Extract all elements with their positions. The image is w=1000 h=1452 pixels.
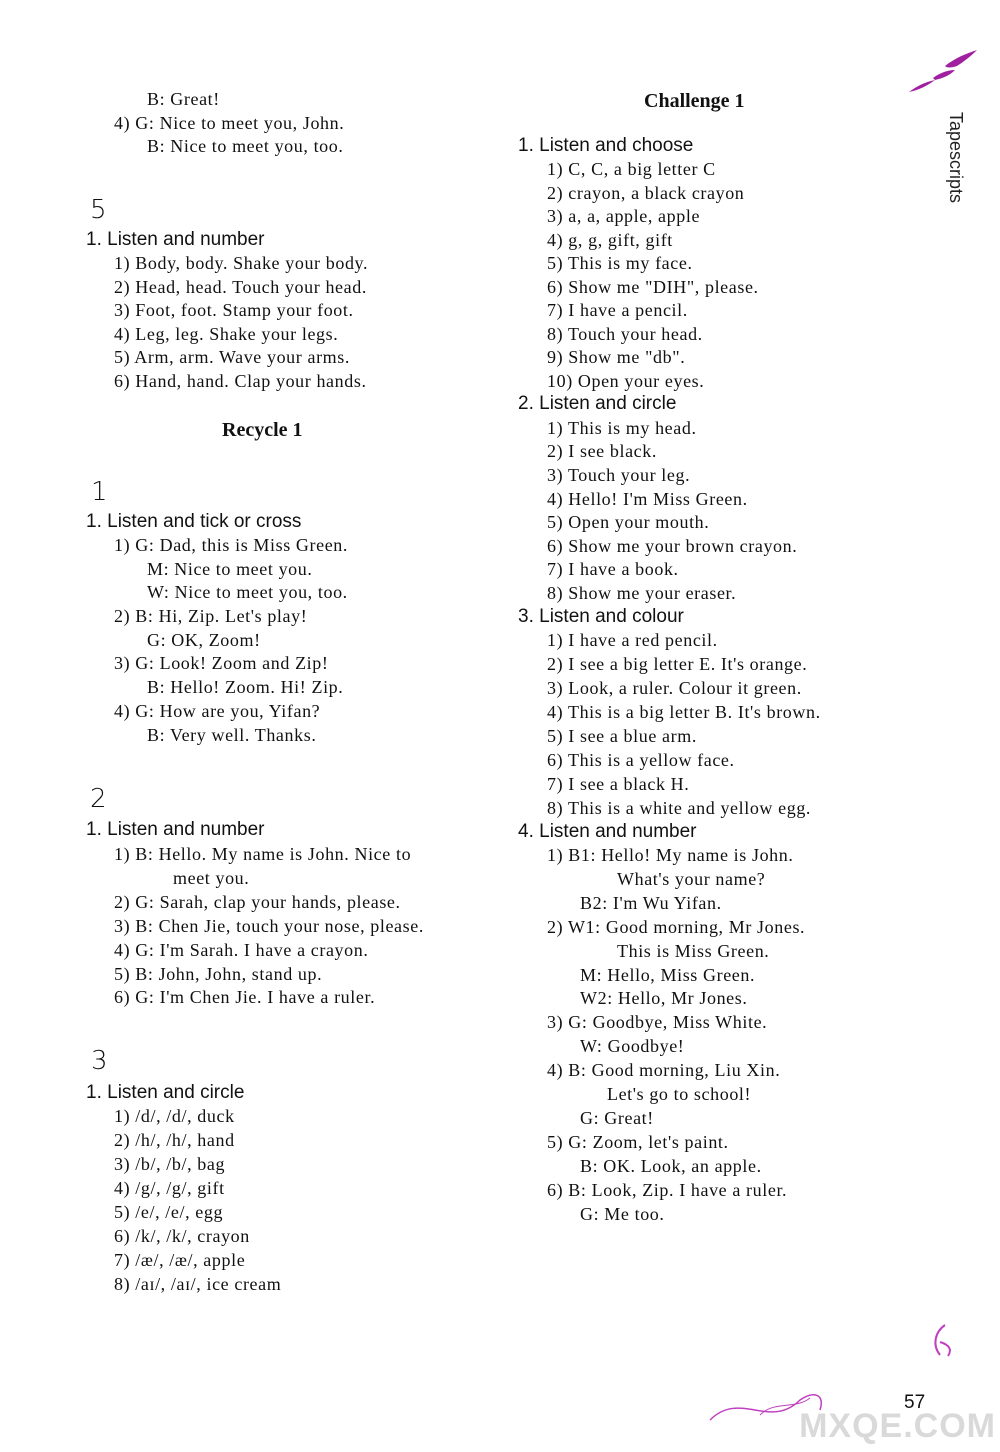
script-line: B2: I'm Wu Yifan. (580, 893, 722, 913)
script-line: 5) Arm, arm. Wave your arms. (114, 347, 350, 367)
script-line: 1) I have a red pencil. (547, 630, 718, 650)
script-line: 3) Foot, foot. Stamp your foot. (114, 300, 354, 320)
unit-number: 1 (91, 477, 108, 507)
exercise-heading: 1. Listen and tick or cross (86, 511, 302, 532)
script-line: B: Hello! Zoom. Hi! Zip. (147, 677, 344, 697)
unit-number: 5 (90, 195, 107, 225)
script-line: 6) G: I'm Chen Jie. I have a ruler. (114, 987, 376, 1007)
script-line: 5) Open your mouth. (547, 512, 710, 532)
script-line: 3) B: Chen Jie, touch your nose, please. (114, 916, 424, 936)
script-line: 1) Body, body. Shake your body. (114, 253, 369, 273)
script-line: 4) Hello! I'm Miss Green. (547, 489, 748, 509)
script-line: 7) I have a pencil. (547, 300, 688, 320)
script-line: meet you. (173, 868, 250, 888)
script-line: 8) This is a white and yellow egg. (547, 798, 812, 818)
script-line: 3) G: Goodbye, Miss White. (547, 1012, 768, 1032)
script-line: M: Hello, Miss Green. (580, 965, 756, 985)
watermark: MXQE.COM (799, 1407, 996, 1445)
script-line: 3) Look, a ruler. Colour it green. (547, 678, 802, 698)
script-line: 6) B: Look, Zip. I have a ruler. (547, 1180, 788, 1200)
script-line: 2) W1: Good morning, Mr Jones. (547, 917, 806, 937)
script-line: 2) crayon, a black crayon (547, 183, 745, 203)
script-line: 6) Show me "DIH", please. (547, 277, 759, 297)
script-line: G: OK, Zoom! (147, 630, 261, 650)
script-line: 5) B: John, John, stand up. (114, 964, 323, 984)
script-line: B: Nice to meet you, too. (147, 136, 344, 156)
script-line: 2) I see a big letter E. It's orange. (547, 654, 808, 674)
script-line: G: Me too. (580, 1204, 665, 1224)
script-line: 2) /h/, /h/, hand (114, 1130, 235, 1150)
script-line: W2: Hello, Mr Jones. (580, 988, 748, 1008)
script-line: 1) C, C, a big letter C (547, 159, 716, 179)
script-line: B: OK. Look, an apple. (580, 1156, 762, 1176)
script-line: 6) This is a yellow face. (547, 750, 735, 770)
script-line: 8) /aɪ/, /aɪ/, ice cream (114, 1274, 282, 1294)
script-line: M: Nice to meet you. (147, 559, 313, 579)
unit-number: 2 (90, 784, 107, 814)
script-line: 9) Show me "db". (547, 347, 686, 367)
script-line: 6) /k/, /k/, crayon (114, 1226, 250, 1246)
script-line: 5) This is my face. (547, 253, 693, 273)
script-line: 3) a, a, apple, apple (547, 206, 701, 226)
script-line: W: Nice to meet you, too. (147, 582, 348, 602)
script-line: 1) /d/, /d/, duck (114, 1106, 235, 1126)
script-line: 4) G: I'm Sarah. I have a crayon. (114, 940, 369, 960)
script-line: 5) G: Zoom, let's paint. (547, 1132, 729, 1152)
exercise-heading: 4. Listen and number (518, 821, 697, 842)
script-line: 7) I see a black H. (547, 774, 690, 794)
script-line: 5) I see a blue arm. (547, 726, 697, 746)
script-line: 4) B: Good morning, Liu Xin. (547, 1060, 781, 1080)
script-line: B: Great! (147, 89, 220, 109)
script-line: 3) /b/, /b/, bag (114, 1154, 226, 1174)
exercise-heading: 1. Listen and choose (518, 135, 694, 156)
section-title: Recycle 1 (222, 419, 303, 441)
script-line: W: Goodbye! (580, 1036, 685, 1056)
section-title: Challenge 1 (644, 90, 745, 112)
script-line: 8) Touch your head. (547, 324, 703, 344)
exercise-heading: 1. Listen and number (86, 229, 265, 250)
page-number: 57 (904, 1392, 926, 1413)
script-line: 1) This is my head. (547, 418, 697, 438)
bird-icon (905, 48, 985, 98)
script-line: 1) G: Dad, this is Miss Green. (114, 535, 348, 555)
script-line: G: Great! (580, 1108, 654, 1128)
script-line: 1) B: Hello. My name is John. Nice to (114, 844, 412, 864)
exercise-heading: 1. Listen and circle (86, 1082, 245, 1103)
exercise-heading: 3. Listen and colour (518, 606, 684, 627)
script-line: 2) G: Sarah, clap your hands, please. (114, 892, 401, 912)
script-line: 4) This is a big letter B. It's brown. (547, 702, 821, 722)
script-line: 4) G: How are you, Yifan? (114, 701, 321, 721)
script-line: 7) /æ/, /æ/, apple (114, 1250, 246, 1270)
script-line: 4) Leg, leg. Shake your legs. (114, 324, 339, 344)
script-line: 2) I see black. (547, 441, 657, 461)
script-line: 3) Touch your leg. (547, 465, 691, 485)
script-line: 1) B1: Hello! My name is John. (547, 845, 794, 865)
script-line: 8) Show me your eraser. (547, 583, 737, 603)
script-line: 6) Show me your brown crayon. (547, 536, 798, 556)
script-line: 3) G: Look! Zoom and Zip! (114, 653, 329, 673)
side-label: Tapescripts (946, 112, 966, 204)
script-line: 4) G: Nice to meet you, John. (114, 113, 345, 133)
exercise-heading: 1. Listen and number (86, 819, 265, 840)
script-line: 10) Open your eyes. (547, 371, 705, 391)
script-line: Let's go to school! (607, 1084, 752, 1104)
script-line: 5) /e/, /e/, egg (114, 1202, 224, 1222)
script-line: 2) Head, head. Touch your head. (114, 277, 367, 297)
script-line: 4) /g/, /g/, gift (114, 1178, 225, 1198)
exercise-heading: 2. Listen and circle (518, 393, 677, 414)
script-line: What's your name? (617, 869, 766, 889)
script-line: This is Miss Green. (617, 941, 770, 961)
script-line: 4) g, g, gift, gift (547, 230, 673, 250)
script-line: 7) I have a book. (547, 559, 679, 579)
script-line: B: Very well. Thanks. (147, 725, 317, 745)
script-line: 6) Hand, hand. Clap your hands. (114, 371, 367, 391)
unit-number: 3 (91, 1046, 108, 1076)
script-line: 2) B: Hi, Zip. Let's play! (114, 606, 308, 626)
